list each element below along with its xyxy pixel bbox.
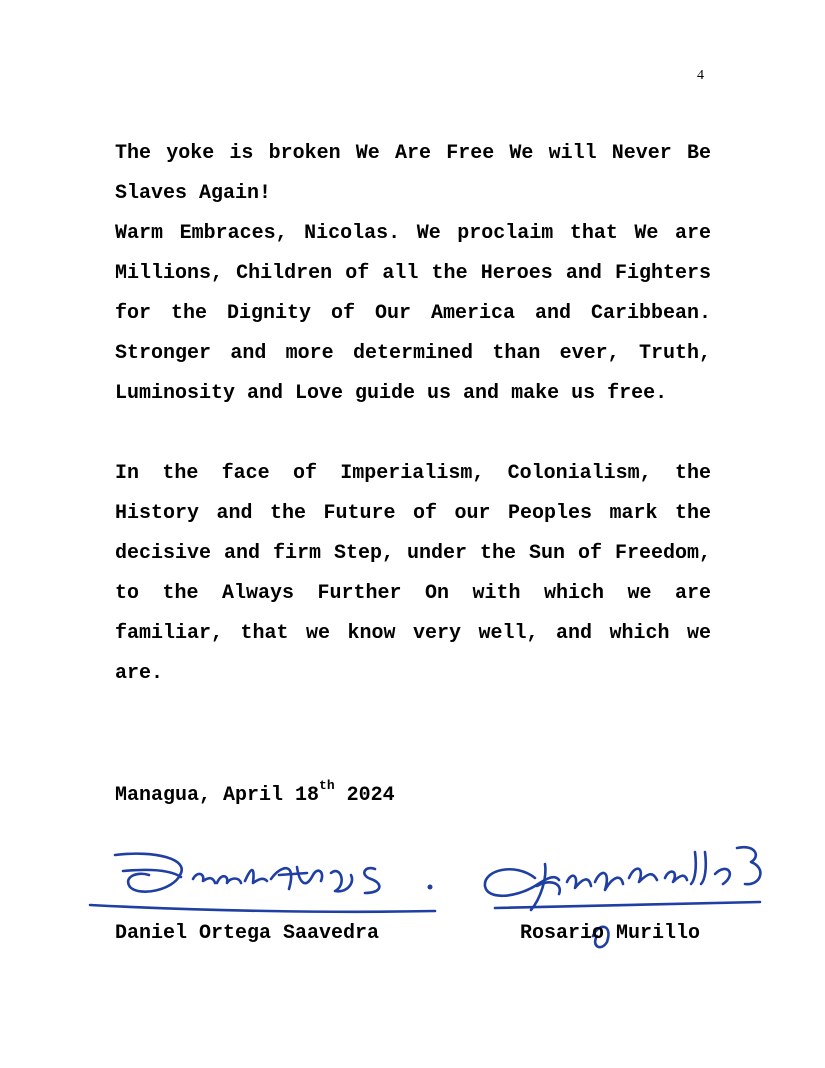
signatory-name-rosario-murillo: Rosario Murillo — [520, 922, 701, 945]
dateline — [115, 776, 395, 816]
dateline-ordinal: th — [319, 778, 335, 794]
dateline-prefix: Managua, April 18 — [115, 784, 320, 807]
paragraph-embraces: Warm Embraces, Nicolas. We proclaim that We are Millions, Children of all the Heroes and Fighters for the Dignity of Our America and Caribbean. Stronger and more determined than ever, Truth, Luminosity and Love guide us and make us free. — [115, 222, 711, 405]
letter-body — [115, 134, 711, 694]
signatory-name-daniel-ortega: Daniel Ortega Saavedra — [115, 922, 380, 945]
dateline-year: 2024 — [334, 784, 395, 807]
signature-daniel-ortega — [85, 845, 445, 920]
paragraph-spacer — [115, 414, 711, 454]
paragraph-imperialism: In the face of Imperialism, Colonialism, the History and the Future of our Peoples mark the decisive and firm Step, under the Sun of Freedom, to the Always Further On with which we are familiar, that we know very well, and which we are. — [115, 462, 711, 685]
page-number: 4 — [697, 68, 704, 83]
paragraph-slogan: The yoke is broken We Are Free We will Never Be Slaves Again! — [115, 142, 711, 205]
